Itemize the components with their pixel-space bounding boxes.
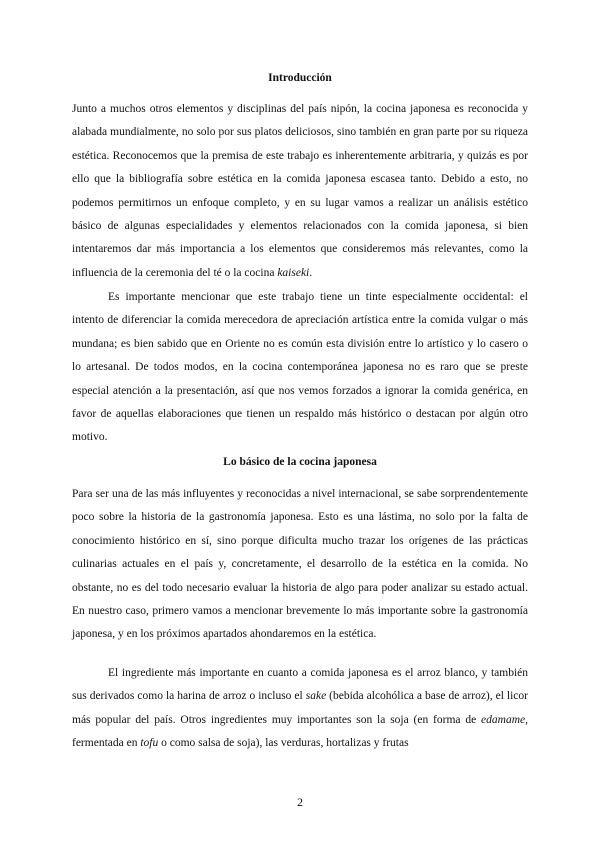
paragraph-intro-2: Es importante mencionar que este trabajo tiene un tinte especialmente occidental: el intento de diferenciar la comida merecedora de apreciación artística entre la comida vulgar o más mundana; es bien sabido que en Oriente no es común esta división entre lo artístico y lo casero o lo artesanal. De todos modos, en la cocina contemporánea japonesa no es raro que se preste especial atención a la presentación, así que nos vemos forzados a ignorar la comida genérica, en favor de aquellas elaboraciones que tienen un respaldo más histórico o destacan por algún otro motivo. bbox=[72, 291, 528, 444]
italic-term: kaiseki bbox=[277, 266, 310, 279]
italic-term: tofu bbox=[140, 737, 159, 750]
paragraph-basico-1: Para ser una de las más influyentes y reconocidas a nivel internacional, se sabe sorprendentemente poco sobre la historia de la gastronomía japonesa. Esto es una lástima, no solo por la falta de conocimiento histórico en sí, sino porque dificulta mucho trazar los orígenes de las prácticas culinarias actuales en el país y, concretamente, el desarrollo de la estética en la comida. No obstante, no es del todo necesario evaluar la historia de algo para poder analizar su estado actual. En nuestro caso, primero vamos a mencionar brevemente lo más importante sobre la gastronomía japonesa, y en los próximos apartados ahondaremos en la estética. bbox=[72, 488, 528, 641]
section-title-lo-basico: Lo básico de la cocina japonesa bbox=[223, 456, 377, 468]
italic-term: edamame bbox=[481, 713, 526, 726]
italic-term: sake bbox=[305, 690, 327, 703]
paragraph-intro-1: Junto a muchos otros elementos y disciplinas del país nipón, la cocina japonesa es reconocida y alabada mundialmente, no solo por sus platos deliciosos, sino también en gran parte por su riqueza estética. Reconocemos que la premisa de este trabajo es inherentemente arbitraria, y quizás es por ello que la bibliografía sobre estética en la comida japonesa escasea tanto. Debido a esto, no podemos permitirnos un enfoque completo, y en su lugar vamos a realizar un análisis estético básico de algunas especialidades y elementos relacionados con la comida japonesa, si bien intentaremos dar más importancia a los elementos que consideremos más relevantes, como la influencia de la ceremonia del té o la cocina kaiseki. bbox=[72, 103, 528, 279]
paragraph-basico-2: El ingrediente más importante en cuanto a comida japonesa es el arroz blanco, y también sus derivados como la harina de arroz o incluso el sake (bebida alcohólica a base de arroz), el licor más popular del país. Otros ingredientes muy importantes son la soja (en forma de edamame, fermentada en tofu o como salsa de soja), las verduras, hortalizas y frutas bbox=[72, 667, 528, 750]
page-number: 2 bbox=[297, 795, 303, 809]
section-title-introduccion: Introducción bbox=[268, 72, 332, 84]
